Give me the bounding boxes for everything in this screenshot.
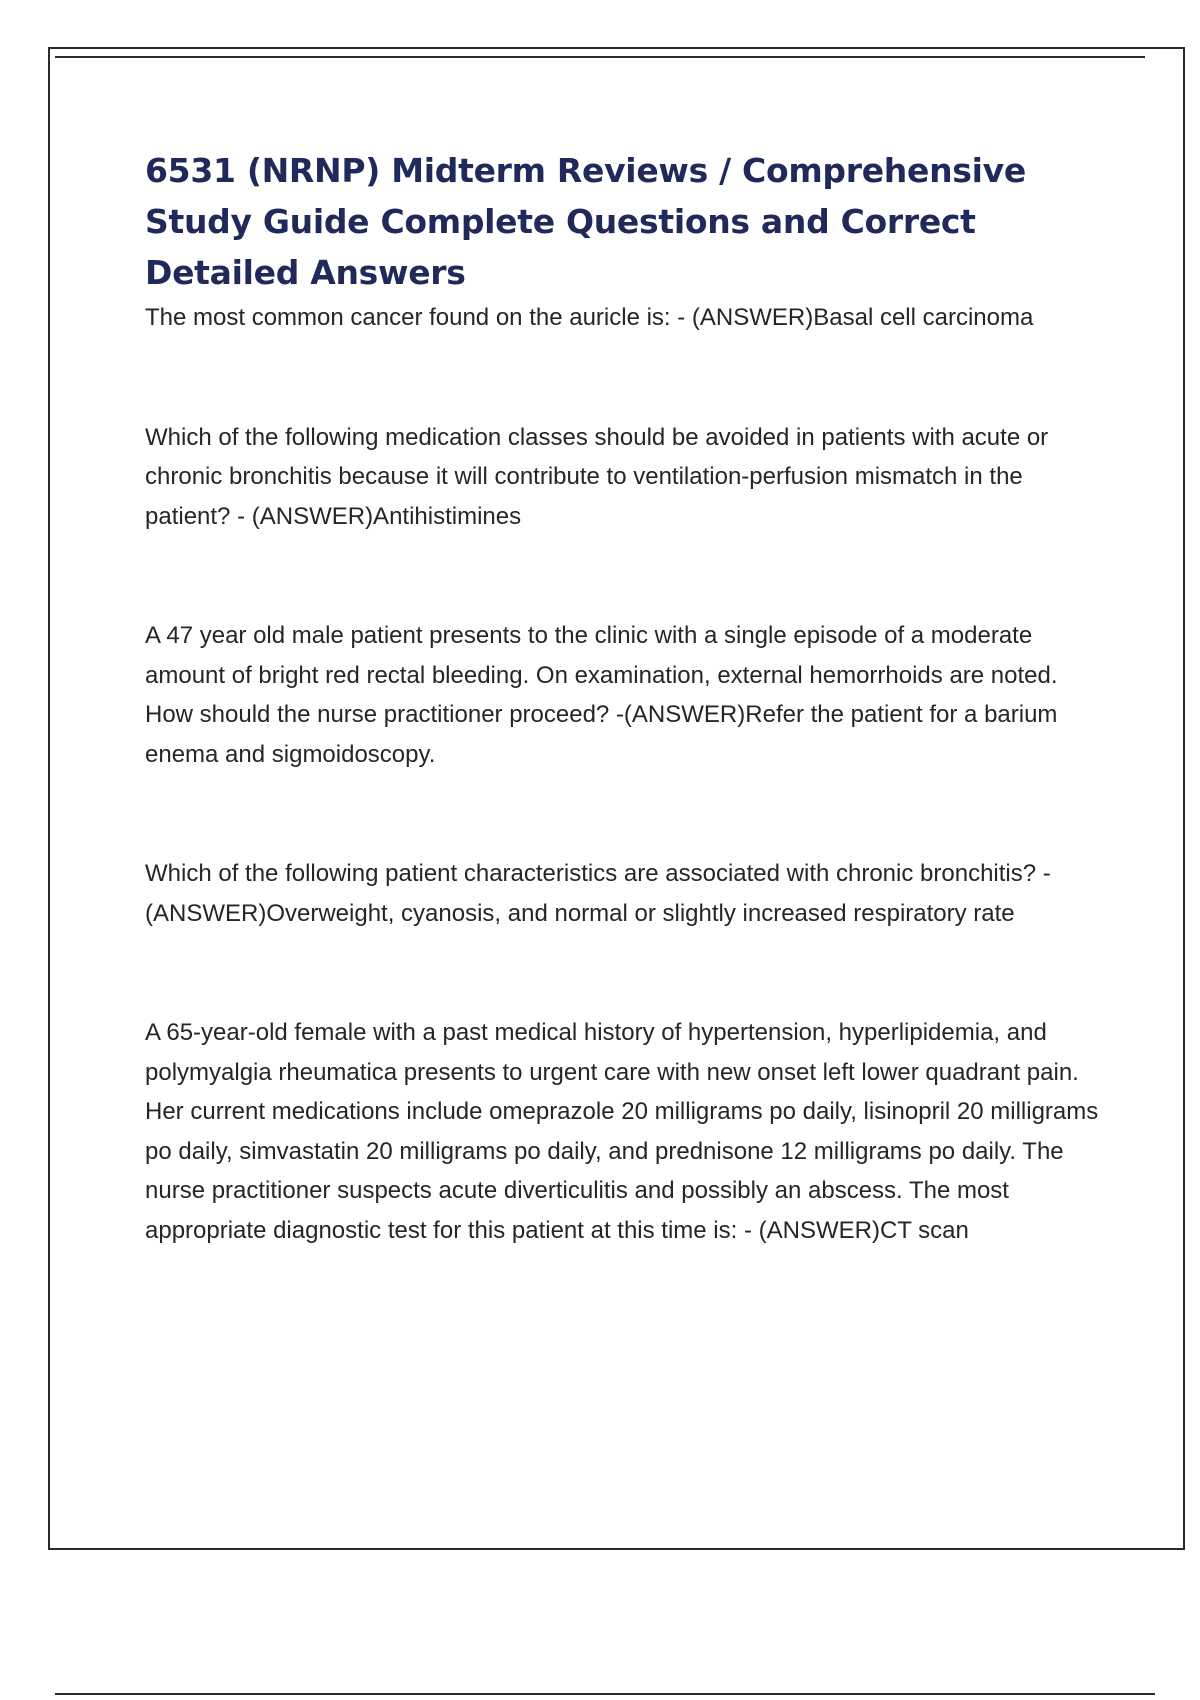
qa-item-2: Which of the following medication classes should be avoided in patients with acute or chronic bronchitis because it will contribute to ventilation-perfusion mismatch in the patient? - (ANSWER)Antihistimines xyxy=(145,423,1049,530)
qa-item-4: Which of the following patient characteristics are associated with chronic bronchitis? - (ANSWER)Overweight, cyanosis, and normal or slightly increased respiratory rate xyxy=(145,860,1051,927)
qa-item-3: A 47 year old male patient presents to the clinic with a single episode of a moderate amount of bright red rectal bleeding. On examination, external hemorrhoids are noted. How should the nurse practitioner proceed? -(ANSWER)Refer the patient for a barium enema and sigmoidoscopy. xyxy=(145,622,1058,768)
bottom-rule xyxy=(55,1693,1155,1695)
qa-item-5: A 65-year-old female with a past medical history of hypertension, hyperlipidemia, and polymyalgia rheumatica presents to urgent care with new onset left lower quadrant pain. Her current medications include omeprazole 20 milligrams po daily, lisinopril 20 milligrams po daily, simvastatin 20 milligrams po daily, and prednisone 12 milligrams po daily. The nurse practitioner suspects acute diverticulitis and possibly an abscess. The most appropriate diagnostic test for this patient at this time is: - (ANSWER)CT scan xyxy=(145,1019,1099,1244)
top-rule xyxy=(55,56,1145,58)
qa-item-1: The most common cancer found on the auricle is: - (ANSWER)Basal cell carcinoma xyxy=(145,304,1034,331)
document-body xyxy=(145,145,1105,1250)
document-title: 6531 (NRNP) Midterm Reviews / Comprehensive Study Guide Complete Questions and Correct Detailed Answers xyxy=(145,151,1026,292)
